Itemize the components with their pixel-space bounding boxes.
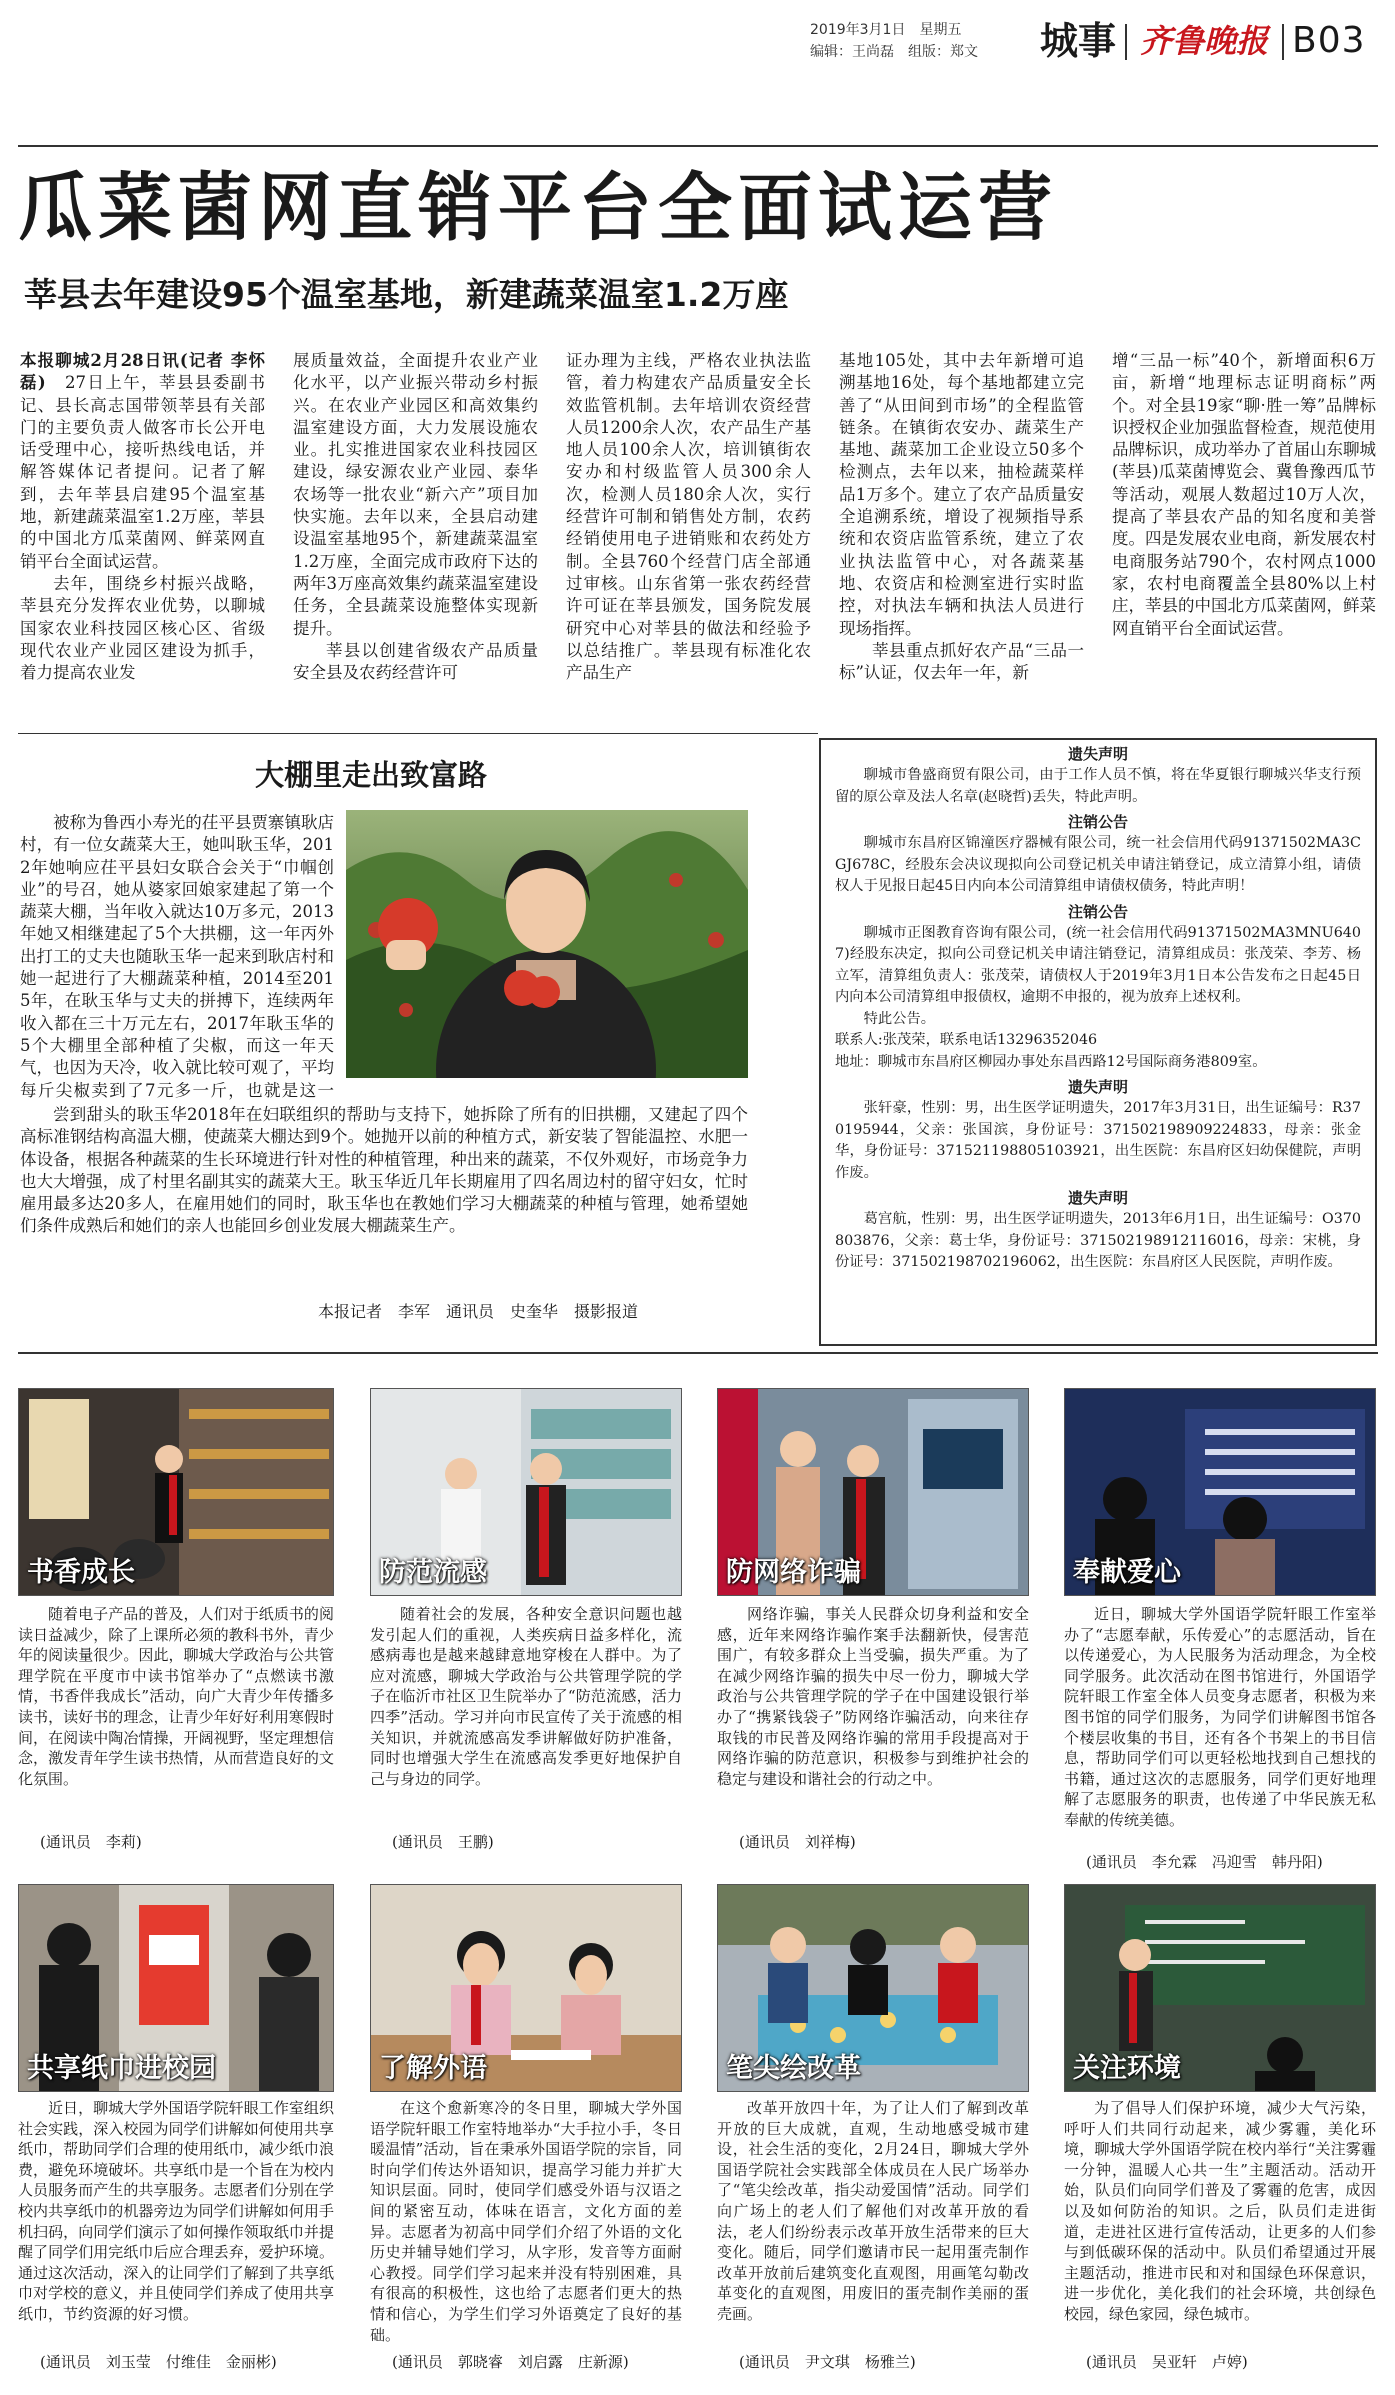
story-text bbox=[717, 2098, 1029, 2348]
photo-tutoring bbox=[370, 1884, 682, 2092]
story-credit: (通讯员 刘祥梅) bbox=[739, 1833, 856, 1851]
story-credit: (通讯员 刘玉莹 付维佳 金丽彬) bbox=[40, 2353, 277, 2371]
notice-title: 注销公告 bbox=[1067, 902, 1128, 921]
notice-address: 地址：聊城市东昌府区柳园办事处东昌西路12号国际商务港809室。 bbox=[835, 1053, 1267, 1070]
story-text bbox=[370, 1604, 682, 1830]
story-caption: 奉献爱心 bbox=[1073, 1557, 1181, 1588]
story-body: 近日，聊城大学外国语学院轩眼工作室组织社会实践，深入校园为同学们讲解如何使用共享纸巾，帮助同学们合理的使用纸巾，减少纸巾浪费，避免环境破坏。共享纸巾是一个旨在为校内人员服务而产生的共享服务。志愿者们分别在学校内共享纸巾的机器旁边为同学们讲解如何用手机扫码，向同学们演示了如何操作领取纸巾并提醒了同学们用完纸巾后应合理丢弃，爱护环境。通过这次活动，深入的让同学们了解到了共享纸巾对学校的意义，并且使同学们养成了使用共享纸巾，节约资源的好习惯。 bbox=[18, 2099, 334, 2323]
main-article-col-2 bbox=[293, 350, 538, 728]
story-body: 在这个愈新寒冷的冬日里，聊城大学外国语学院轩眼工作室特地举办“大手拉小手，冬日暖温情”活动，旨在秉承外国语学院的宗旨，同时向学们传达外语知识，提高学习能力并扩大知识层面。同时，使同学们感受外语与汉语之间的紧密互动，体味在语言，文化方面的差异。志愿者为初高中同学们介绍了外语的文化历史并辅导她们学习，从字形，发音等方面耐心教授。同学们学习起来并没有特别困难，具有很高的积极性，这也给了志愿者们更大的热情和信心，为学生们学习外语奠定了良好的基础。 bbox=[370, 2099, 682, 2344]
notice-body: 葛宫航，性别：男，出生医学证明遗失，2013年6月1日，出生证编号：O370803876，父亲：葛士华，身份证号：371502198912116016，母亲：宋桃，身份证号：371502198702196062，出生医院：东昌府区人民医院，声明作废。 bbox=[835, 1211, 1361, 1270]
notice-block bbox=[835, 1077, 1361, 1184]
story-credit: (通讯员 李允霖 冯迎雪 韩丹阳) bbox=[1086, 1853, 1323, 1871]
article-paragraph: 证办理为主线，严格农业执法监管，着力构建农产品质量安全长效监管机制。去年培训农资经营人员1200余人次，农产品生产基地人员100余人次，培训镇街农安办和村级监管人员300余人次，检测人员180余人次，实行经营许可制和销售处方制，农药经销使用电子进销账和农药处方制。全县760个经营门店全部通过审核。山东省第一张农药经营许可证在莘县颁发，国务院发展研究中心对莘县的做法和经验予以总结推广。莘县现有标准化农产品生产 bbox=[566, 351, 811, 683]
article-paragraph: 展质量效益，全面提升农业产业化水平，以产业振兴带动乡村振兴。在农业产业园区和高效集约温室建设方面，大力发展设施农业。扎实推进国家农业科技园区建设，绿安源农业产业园、泰华农场等一批农业“新六产”项目加快实施。去年以来，全县启动建设温室基地95个，新建蔬菜温室1.2万座，全面完成市政府下达的两年3万座高效集约蔬菜温室建设任务，全县蔬菜设施整体实现新提升。 bbox=[293, 351, 538, 638]
notice-title: 遗失声明 bbox=[1067, 745, 1128, 763]
story-text bbox=[18, 1604, 334, 1830]
article-dateline: 本报聊城2月28日讯(记者 李怀磊) bbox=[20, 351, 265, 393]
photo-bookstore bbox=[18, 1388, 334, 1596]
notice-block bbox=[835, 812, 1361, 898]
article-paragraph: 莘县重点抓好农产品“三品一标”认证，仅去年一年，新 bbox=[839, 640, 1084, 683]
notice-extra: 特此公告。 bbox=[863, 1010, 936, 1027]
notice-block bbox=[835, 902, 1361, 1074]
story-text bbox=[717, 1604, 1029, 1830]
header-rule bbox=[18, 145, 1378, 147]
notice-body: 张轩豪，性别：男，出生医学证明遗失，2017年3月31日，出生证编号：R370195944，父亲：张国滨，身份证号：371502198909224833，母亲：张金华，身份证号：371521198805103921，出生医院：东昌府区妇幼保健院，声明作废。 bbox=[835, 1100, 1361, 1181]
page-number: B03 bbox=[1292, 20, 1366, 61]
article-paragraph: 基地105处，其中去年新增可追溯基地16处，每个基地都建立完善了“从田间到市场”的全程监管链条。在镇街农安办、蔬菜生产基地、蔬菜加工企业设立50多个检测点，去年以来，抽检蔬菜样品1万多个。建立了农产品质量安全追溯系统，增设了视频指导系统和农资店监管系统，建立了农业执法监管中心，对各蔬菜基地、农资店和检测室进行实时监控，对执法车辆和执法人员进行现场指挥。 bbox=[839, 351, 1084, 638]
story-caption: 笔尖绘改革 bbox=[726, 2053, 861, 2084]
story-caption: 关注环境 bbox=[1073, 2053, 1181, 2084]
story-credit: (通讯员 王鹏) bbox=[392, 1833, 494, 1851]
article-paragraph: 莘县以创建省级农产品质量安全县及农药经营许可 bbox=[293, 640, 538, 683]
story-text bbox=[1064, 2098, 1376, 2348]
article-paragraph: 去年，围绕乡村振兴战略，莘县充分发挥农业优势，以聊城国家农业科技园区核心区、省级现代农业产业园区建设为抓手，着力提高农业发 bbox=[20, 573, 265, 683]
notices-box bbox=[819, 738, 1377, 1346]
feature-credit: 本报记者 李军 通讯员 史奎华 摄影报道 bbox=[318, 1302, 639, 1321]
story-body: 随着社会的发展，各种安全意识问题也越发引起人们的重视，人类疾病日益多样化，流感病毒也是越来越肆意地穿梭在人群中。为了应对流感，聊城大学政治与公共管理学院的学子在临沂市社区卫生院举办了“防范流感，活力四季”活动。学习并向市民宣传了关于流感的相关知识，并就流感高发季讲解做好防护准备，同时也增强大学生在流感高发季更好地保护自己与身边的同学。 bbox=[370, 1605, 682, 1788]
article-paragraph: 增“三品一标”40个，新增面积6万亩，新增“地理标志证明商标”两个。对全县19家“聊·胜一筹”品牌标识授权企业加强监督检查，规范使用品牌标识，成功举办了首届山东聊城(莘县)瓜菜菌博览会、冀鲁豫西瓜节等活动，观展人数超过10万人次，提高了莘县农产品的知名度和美誉度。四是发展农业电商，新发展农村电商服务站790个，农村网点1000家，农村电商覆盖全县80%以上村庄，莘县的中国北方瓜菜菌网，鲜菜网直销平台全面试运营。 bbox=[1112, 351, 1376, 638]
notice-body: 聊城市东昌府区锦潼医疗器械有限公司，统一社会信用代码91371502MA3CGJ678C，经股东会决议现拟向公司登记机关申请注销登记，成立清算小组，请债权人于见报日起45日内向本公司清算组申请债权债务，特此声明！ bbox=[835, 835, 1361, 894]
paper-logo: 齐鲁晚报 bbox=[1140, 22, 1269, 60]
section-name: 城事 bbox=[1040, 19, 1117, 63]
story-caption: 书香成长 bbox=[27, 1557, 135, 1588]
story-credit: (通讯员 吴亚轩 卢婷) bbox=[1086, 2353, 1248, 2371]
main-article-col-4 bbox=[839, 350, 1084, 728]
story-caption: 防范流感 bbox=[379, 1557, 487, 1588]
photo-tissue-machine bbox=[18, 1884, 334, 2092]
notice-body: 聊城市正图教育咨询有限公司，(统一社会信用代码91371502MA3MNU6407)经股东决定，拟向公司登记机关申请注销登记，清算组成员：张茂荣、李芳、杨立军，清算组负责人：张茂荣，请债权人于2019年3月1日本公告发布之日起45日内向本公司清算组申报债权，逾期不申报的，视为放弃上述权利。 bbox=[835, 924, 1362, 1005]
feature-title: 大棚里走出致富路 bbox=[255, 758, 488, 792]
notice-block bbox=[835, 744, 1361, 808]
photo-clinic bbox=[370, 1388, 682, 1596]
header-divider-2 bbox=[1282, 24, 1284, 60]
notice-title: 遗失声明 bbox=[1067, 1078, 1128, 1096]
header-divider bbox=[1125, 24, 1127, 60]
photo-farmer-tomatoes bbox=[346, 810, 748, 1078]
feature-paragraph-1: 被称为鲁西小寿光的茌平县贾寨镇耿店村，有一位女蔬菜大王，她叫耿玉华，2012年她响应茌平县妇女联合会关于“巾帼创业”的号召，她从婆家回娘家建起了第一个蔬菜大棚，当年收入就达10万多元，2013年她又相继建起了5个大拱棚，这一年丙外出打工的丈夫也随耿玉华一起来到耿店村和她一起进行了大棚蔬菜种植，2014至2015年，在耿玉华与丈夫的拼搏下，连续两年收入都在三十万元左右，2017年耿玉华的5个大棚里全部种植了尖椒，而这一年天气，也因为天冷，收入就比较可观了，平均每斤尖椒卖到了7元多一斤，也就是这一 bbox=[20, 813, 334, 1100]
photo-eggshell-art bbox=[717, 1884, 1029, 2092]
story-credit: (通讯员 郭晓睿 刘启露 庄新源) bbox=[392, 2353, 629, 2371]
page-editors: 编辑：王尚磊 组版：郑文 bbox=[810, 44, 978, 60]
main-article-col-3 bbox=[566, 350, 811, 728]
story-body: 改革开放四十年，为了让人们了解到改革开放的巨大成就，直观，生动地感受城市建设，社会生活的变化，2月24日，聊城大学外国语学院社会实践部全体成员在人民广场举办了“笔尖绘改革，指尖动爱国情”活动。同学们向广场上的老人们了解他们对改革开放的看法，老人们纷纷表示改革开放生活带来的巨大变化。随后，同学们邀请市民一起用蛋壳制作改革开放前后建筑变化直观图，用画笔勾勒改革变化的直观图，用废旧的蛋壳制作美丽的蛋壳画。 bbox=[717, 2099, 1029, 2323]
notice-body: 聊城市鲁盛商贸有限公司，由于工作人员不慎，将在华夏银行聊城兴华支行预留的原公章及法人名章(赵晓哲)丢失，特此声明。 bbox=[835, 767, 1361, 805]
story-body: 网络诈骗，事关人民群众切身利益和安全感，近年来网络诈骗作案手法翻新快，侵害范围广，有较多群众上当受骗，损失严重。为了在减少网络诈骗的损失中尽一份力，聊城大学政治与公共管理学院的学子在中国建设银行举办了“携紧钱袋子”防网络诈骗活动，向来往存取钱的市民普及网络诈骗的常用手段提高对于网络诈骗的防范意识，积极参与到维护社会的稳定与建设和谐社会的行动之中。 bbox=[717, 1605, 1029, 1788]
main-subhead: 莘县去年建设95个温室基地，新建蔬菜温室1.2万座 bbox=[24, 275, 789, 314]
story-caption: 防网络诈骗 bbox=[726, 1557, 861, 1588]
section-rule bbox=[18, 733, 818, 734]
main-headline: 瓜菜菌网直销平台全面试运营 bbox=[18, 165, 1058, 251]
feature-body bbox=[20, 1104, 748, 1299]
photo-library bbox=[1064, 1388, 1376, 1596]
story-body: 为了倡导人们保护环境，减少大气污染，呼吁人们共同行动起来，减少雾霾，美化环境，聊城大学外国语学院在校内举行“关注雾霾一分钟，温暖人心共一生”主题活动。活动开始，队员们向同学们普及了雾霾的危害，成因以及如何防治的知识。之后，队员们走进街道，走进社区进行宣传活动，让更多的人们参与到低碳环保的活动中。队员们希望通过开展主题活动，推进市民和对和国绿色环保意识，进一步优化，美化我们的社会环境，共创绿色校园，绿色家园，绿色城市。 bbox=[1064, 2099, 1376, 2323]
story-credit: (通讯员 李莉) bbox=[40, 1833, 142, 1851]
story-caption: 了解外语 bbox=[379, 2053, 487, 2084]
section-rule-bottom bbox=[18, 1352, 1378, 1354]
story-body: 随着电子产品的普及，人们对于纸质书的阅读日益减少，除了上课所必须的教科书外，青少年的阅读量很少。因此，聊城大学政治与公共管理学院在平度市中读书馆举办了“点燃读书激情，书香伴我成长”活动，向广大青少年传播多读书，读好书的理念，让青少年好好利用寒假时间，在阅读中陶冶情操，开阔视野，坚定理想信念，激发青年学生读书热情，从而营造良好的文化氛围。 bbox=[18, 1605, 334, 1788]
notice-contact: 联系人:张茂荣，联系电话13296352046 bbox=[835, 1032, 1098, 1048]
main-article-col-5 bbox=[1112, 350, 1376, 728]
story-text bbox=[18, 2098, 334, 2348]
main-article-col-1 bbox=[20, 350, 265, 728]
story-caption: 共享纸巾进校园 bbox=[27, 2053, 216, 2084]
story-text bbox=[1064, 1604, 1376, 1850]
feature-intro-wrap bbox=[20, 812, 334, 1102]
notice-block bbox=[835, 1188, 1361, 1274]
notice-title: 注销公告 bbox=[1067, 813, 1128, 831]
story-body: 近日，聊城大学外国语学院轩眼工作室举办了“志愿奉献，乐传爱心”的志愿活动，旨在以传递爱心，为人民服务为活动理念，为全校同学服务。此次活动在图书馆进行，外国语学院轩眼工作室全体人员变身志愿者，积极为来图书馆的同学们服务，为同学们讲解图书馆各个楼层收集的书目，还有各个书架上的书目信息，帮助同学们可以更轻松地找到自己想找的书籍，通过这次的志愿服务，同学们更好地理解了志愿服务的职责，也传递了中华民族无私奉献的传统美德。 bbox=[1064, 1605, 1376, 1829]
photo-classroom bbox=[1064, 1884, 1376, 2092]
farmer-photo-graphic bbox=[346, 810, 748, 1078]
story-credit: (通讯员 尹文琪 杨雅兰) bbox=[739, 2353, 916, 2371]
story-text bbox=[370, 2098, 682, 2348]
issue-date: 2019年3月1日 星期五 bbox=[810, 22, 962, 38]
photo-atm bbox=[717, 1388, 1029, 1596]
article-paragraph: 27日上午，莘县县委副书记、县长高志国带领莘县有关部门的主要负责人做客市长公开电话受理中心，接听热线电话，并解答媒体记者提问。记者了解到，去年莘县启建95个温室基地，新建蔬菜温室1.2万座，莘县的中国北方瓜菜菌网、鲜菜网直销平台全面试运营。 bbox=[20, 373, 265, 571]
notice-title: 遗失声明 bbox=[1067, 1189, 1128, 1207]
feature-paragraph-2: 尝到甜头的耿玉华2018年在妇联组织的帮助与支持下，她拆除了所有的旧拱棚，又建起了四个高标准钢结构高温大棚，使蔬菜大棚达到9个。她抛开以前的种植方式，新安装了智能温控、水肥一体设备，根据各种蔬菜的生长环境进行针对性的种植管理，种出来的蔬菜，不仅外观好，市场竞争力也大大增强，成了村里名副其实的蔬菜大王。耿玉华近几年长期雇用了四名周边村的留守妇女，忙时雇用最多达20多人，在雇用她们的同时，耿玉华也在教她们学习大棚蔬菜的种植与管理，她希望她们条件成熟后和她们的亲人也能回乡创业发展大棚蔬菜生产。 bbox=[20, 1105, 748, 1236]
